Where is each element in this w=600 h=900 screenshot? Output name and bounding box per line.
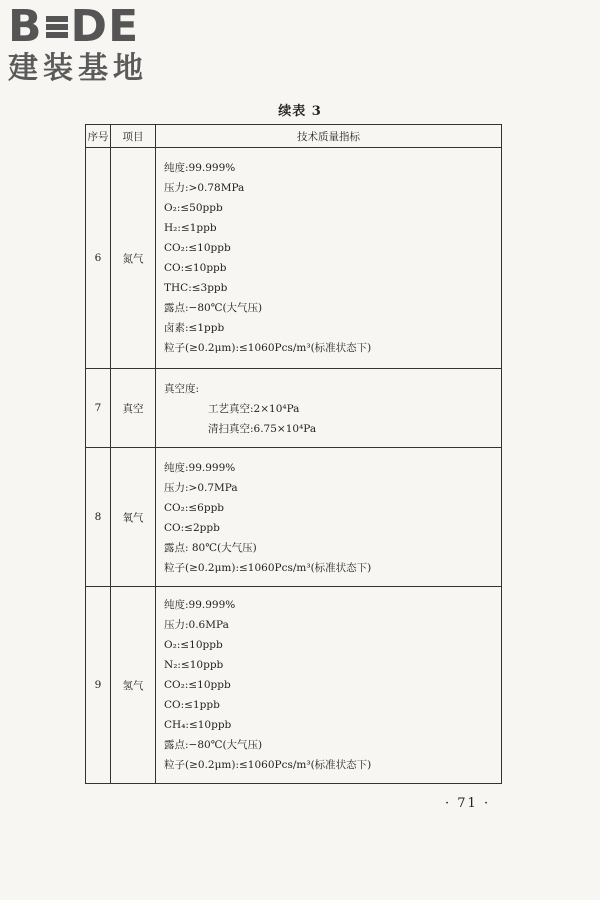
spec-line: 工艺真空:2×10⁴Pa (208, 403, 300, 415)
spec-line: CO:≤1ppb (164, 699, 220, 711)
table-caption: 续表 3 (278, 104, 322, 119)
row-item: 氢气 (111, 587, 156, 784)
table-body (86, 148, 502, 784)
spec-line: 露点: 80℃(大气压) (164, 542, 257, 554)
table-row (86, 587, 502, 784)
spec-line: CO:≤10ppb (164, 262, 227, 274)
spec-line: 纯度:99.999% (164, 599, 236, 611)
spec-line: CO₂:≤10ppb (164, 679, 231, 691)
brand-logo-cn: 建装基地 (8, 51, 148, 86)
col-header-item: 项目 (111, 125, 156, 148)
row-spec (156, 448, 502, 587)
spec-line: CO:≤2ppb (164, 522, 220, 534)
page-number: · 71 · (445, 796, 491, 811)
spec-line: 粒子(≥0.2μm):≤1060Pcs/m³(标准状态下) (164, 342, 372, 354)
row-number: 8 (86, 448, 111, 587)
col-header-no: 序号 (86, 125, 111, 148)
row-number: 9 (86, 587, 111, 784)
row-spec (156, 369, 502, 448)
row-item: 真空 (111, 369, 156, 448)
table-row (86, 369, 502, 448)
spec-line: CO₂:≤6ppb (164, 502, 225, 514)
row-number: 6 (86, 148, 111, 369)
spec-line: CH₄:≤10ppb (164, 719, 232, 731)
spec-line: O₂:≤10ppb (164, 639, 223, 651)
spec-line: 压力:>0.78MPa (164, 182, 245, 194)
table-row (86, 448, 502, 587)
spec-line: 露点:−80℃(大气压) (164, 302, 263, 314)
spec-line: THC:≤3ppb (164, 282, 228, 294)
spec-line: 纯度:99.999% (164, 162, 236, 174)
brand-logo-en: B DE (8, 1, 140, 52)
spec-line: CO₂:≤10ppb (164, 242, 231, 254)
spec-line: 清扫真空:6.75×10⁴Pa (208, 423, 317, 435)
row-spec (156, 587, 502, 784)
table-header-row (86, 125, 502, 148)
spec-line: 粒子(≥0.2μm):≤1060Pcs/m³(标准状态下) (164, 759, 372, 771)
row-spec (156, 148, 502, 369)
table-row (86, 148, 502, 369)
spec-table (85, 124, 502, 784)
row-item: 氧气 (111, 448, 156, 587)
spec-line: H₂:≤1ppb (164, 222, 217, 234)
brand-logo (8, 1, 148, 86)
spec-line: 纯度:99.999% (164, 462, 236, 474)
spec-line: 露点:−80℃(大气压) (164, 739, 263, 751)
spec-line: 卤素:≤1ppb (164, 322, 225, 334)
row-item: 氮气 (111, 148, 156, 369)
spec-line: 压力:0.6MPa (164, 619, 229, 631)
row-number: 7 (86, 369, 111, 448)
spec-line: 粒子(≥0.2μm):≤1060Pcs/m³(标准状态下) (164, 562, 372, 574)
col-header-spec: 技术质量指标 (156, 125, 502, 148)
spec-line: O₂:≤50ppb (164, 202, 223, 214)
spec-line: 压力:>0.7MPa (164, 482, 238, 494)
spec-line: N₂:≤10ppb (164, 659, 224, 671)
spec-line: 真空度: (164, 383, 200, 395)
